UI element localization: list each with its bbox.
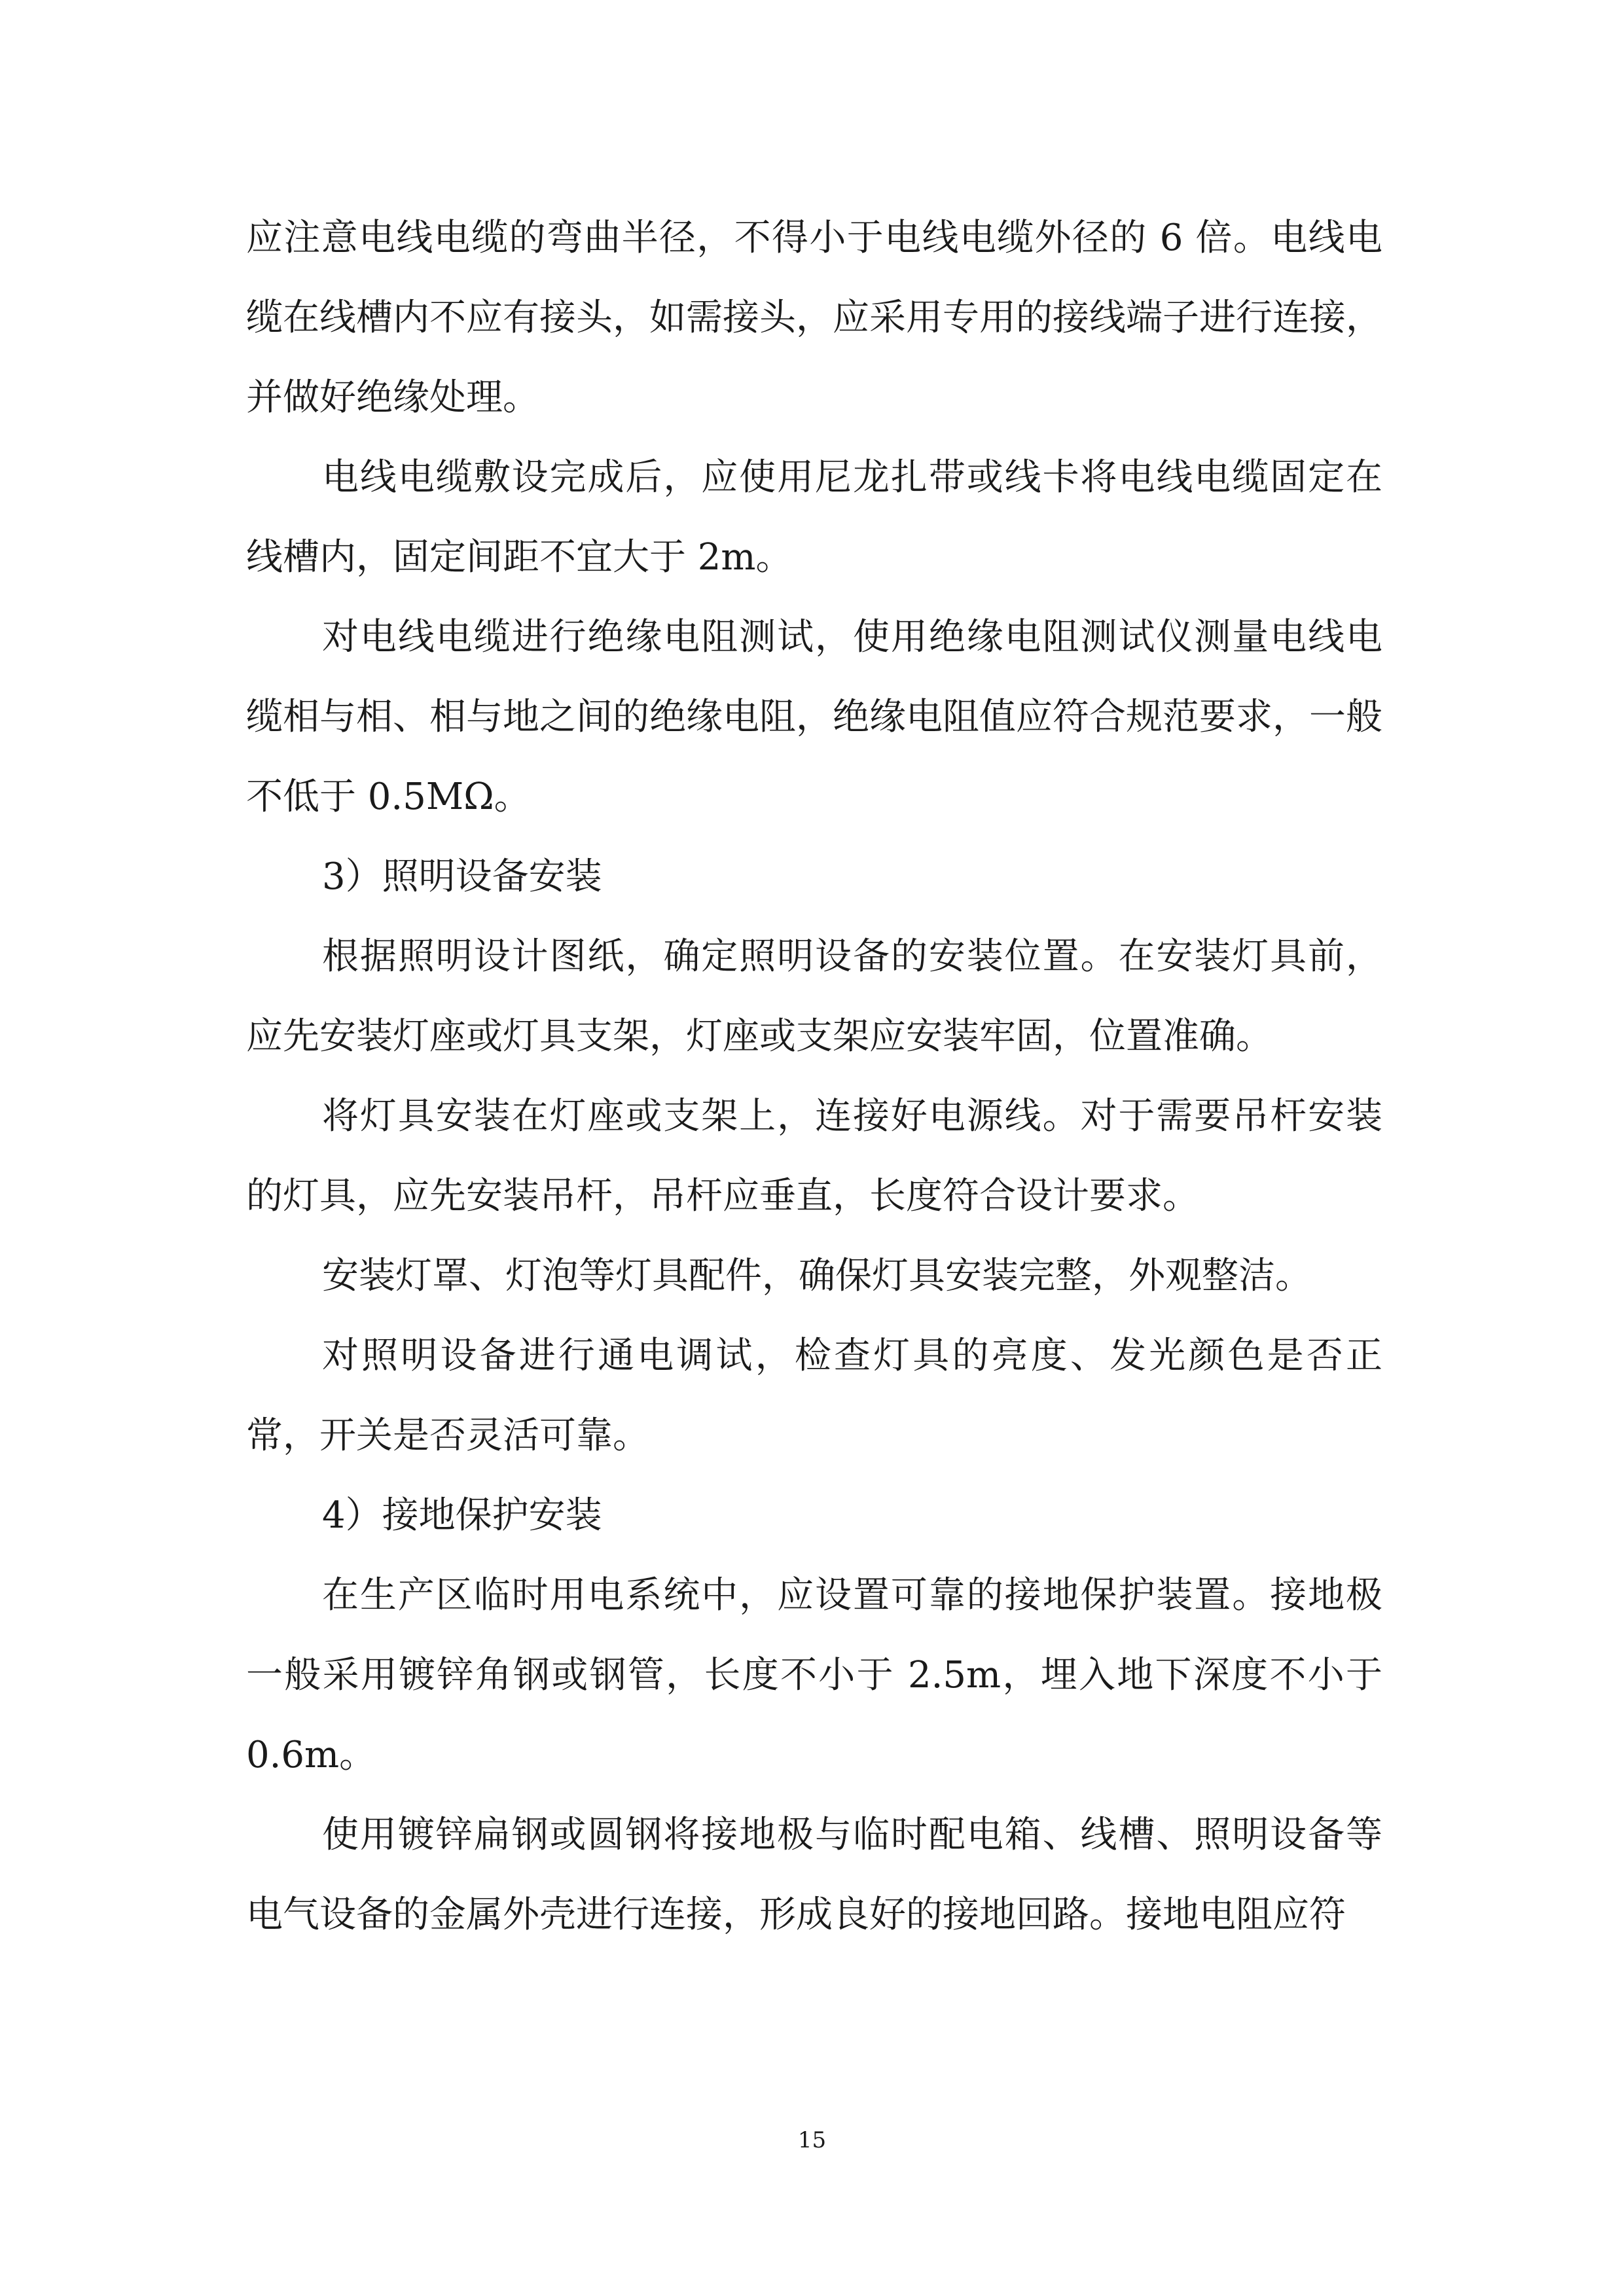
paragraph-lighting-position: 根据照明设计图纸，确定照明设备的安装位置。在安装灯具前，应先安装灯座或灯具支架，灯座或支架应安装牢固，位置准确。 — [246, 935, 1382, 1058]
paragraph-grounding-connection: 使用镀锌扁钢或圆钢将接地极与临时配电箱、线槽、照明设备等电气设备的金属外壳进行连接，形成良好的接地回路。接地电阻应符 — [246, 1814, 1382, 1936]
paragraph-lamp-mounting: 将灯具安装在灯座或支架上，连接好电源线。对于需要吊杆安装的灯具，应先安装吊杆，吊杆应垂直，长度符合设计要求。 — [246, 1095, 1382, 1217]
paragraph-lamp-accessories: 安装灯罩、灯泡等灯具配件，确保灯具安装完整，外观整洁。 — [322, 1255, 1312, 1297]
paragraph-cable-fixing: 电线电缆敷设完成后，应使用尼龙扎带或线卡将电线电缆固定在线槽内，固定间距不宜大于 2m。 — [246, 456, 1382, 579]
body-text — [246, 198, 1382, 1955]
section-heading-grounding: 4）接地保护安装 — [322, 1494, 602, 1537]
paragraph-grounding-electrode: 在生产区临时用电系统中，应设置可靠的接地保护装置。接地极一般采用镀锌角钢或钢管，长度不小于 2.5m，埋入地下深度不小于 0.6m。 — [246, 1574, 1382, 1776]
paragraph-bend-radius: 应注意电线电缆的弯曲半径，不得小于电线电缆外径的 6 倍。电线电缆在线槽内不应有接头，如需接头，应采用专用的接线端子进行连接，并做好绝缘处理。 — [246, 217, 1382, 419]
section-heading-lighting: 3）照明设备安装 — [322, 855, 602, 898]
paragraph-insulation-test: 对电线电缆进行绝缘电阻测试，使用绝缘电阻测试仪测量电线电缆相与相、相与地之间的绝缘电阻，绝缘电阻值应符合规范要求，一般不低于 0.5MΩ。 — [246, 616, 1382, 818]
page-number: 15 — [797, 2127, 827, 2153]
paragraph-lighting-test: 对照明设备进行通电调试，检查灯具的亮度、发光颜色是否正常，开关是否灵活可靠。 — [246, 1335, 1382, 1457]
